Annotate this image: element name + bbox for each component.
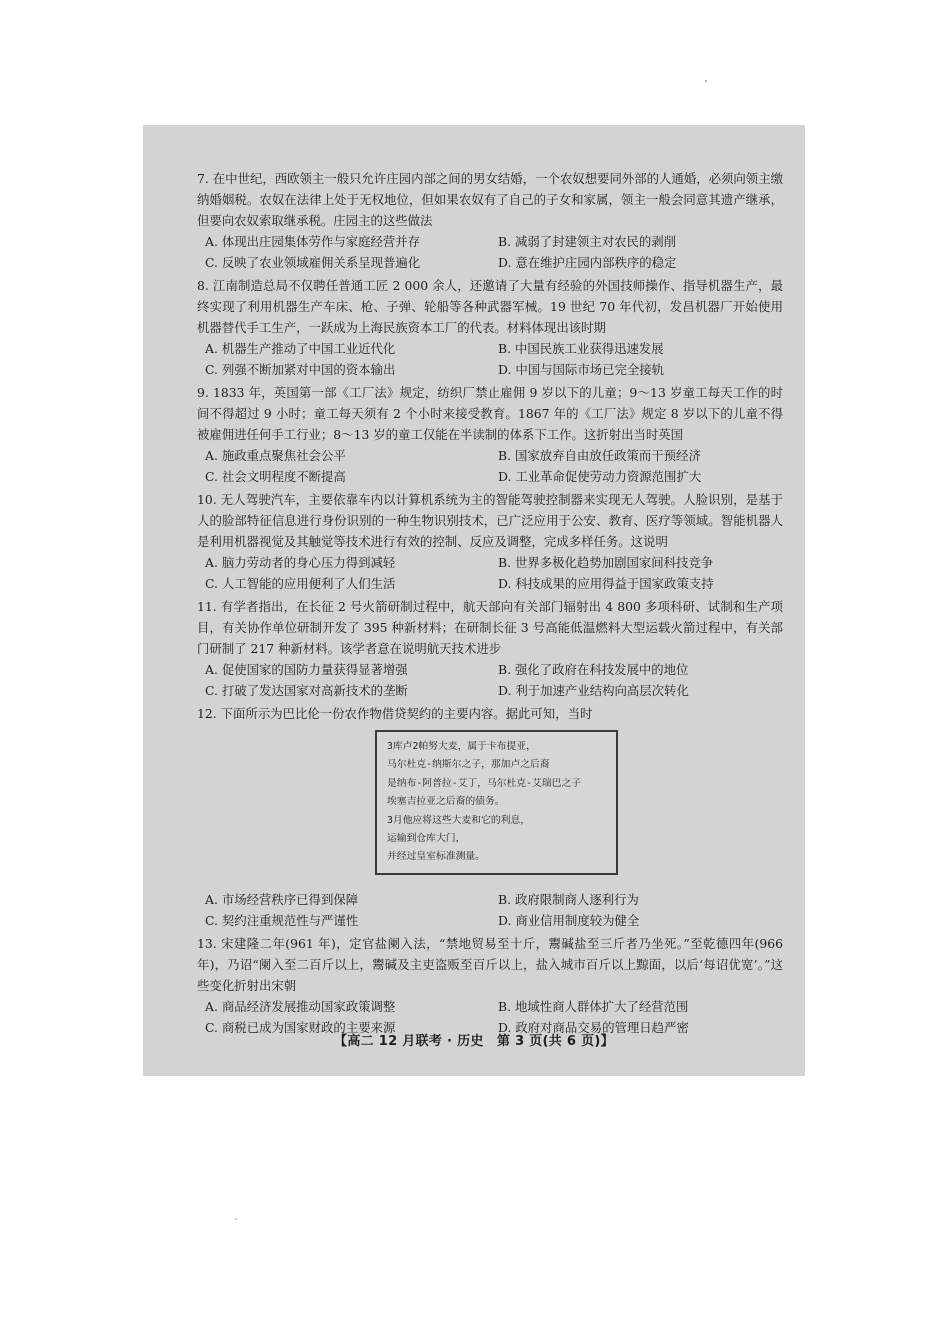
- option-grid: [205, 552, 783, 594]
- contract-line: 3库卢2帕努大麦，属于卡布提亚，: [387, 741, 536, 752]
- option-a[interactable]: A. 体现出庄园集体劳作与家庭经营并存: [205, 234, 421, 249]
- option-d[interactable]: D. 工业革命促使劳动力资源范围扩大: [498, 469, 702, 484]
- option-d[interactable]: D. 意在维护庄园内部秩序的稳定: [498, 255, 677, 270]
- option-d[interactable]: D. 中国与国际市场已完全接轨: [498, 362, 665, 377]
- option-b[interactable]: B. 世界多极化趋势加剧国家间科技竞争: [498, 555, 714, 570]
- loan-contract-box: [375, 730, 618, 875]
- contract-line: 马尔杜克-纳斯尔之子，那加卢之后裔: [387, 759, 550, 771]
- contract-line: 3月他应将这些大麦和它的利息，: [387, 814, 531, 826]
- option-grid: [205, 231, 783, 273]
- speck: [705, 80, 707, 82]
- option-c[interactable]: C. 人工智能的应用便利了人们生活: [205, 576, 396, 591]
- option-b[interactable]: B. 地域性商人群体扩大了经营范围: [498, 998, 689, 1014]
- option-b[interactable]: B. 减弱了封建领主对农民的剥削: [498, 234, 677, 249]
- option-grid: [205, 659, 783, 701]
- option-a[interactable]: A. 脑力劳动者的身心压力得到减轻: [205, 555, 396, 570]
- option-d[interactable]: D. 利于加速产业结构向高层次转化: [498, 683, 689, 698]
- option-grid: [205, 338, 783, 380]
- option-a[interactable]: A. 促使国家的国防力量获得显著增强: [205, 662, 408, 677]
- option-c[interactable]: C. 打破了发达国家对高新技术的垄断: [205, 683, 408, 698]
- contract-line: 运输到仓库大门，: [387, 833, 466, 845]
- question-10: [197, 489, 783, 594]
- question-stem: 8. 江南制造总局不仅聘任普通工匠 2 000 余人，还邀请了大量有经验的外国技师操作、指导机器生产，最终实现了利用机器生产车床、枪、子弹、轮船等各种武器军械。19 世纪 70 年代初，发昌机器厂开始使用机器替代手工生产，一跃成为上海民族资本工厂的代表。材料体现出该时期: [197, 278, 783, 335]
- option-grid: [205, 445, 783, 487]
- question-13: [197, 933, 783, 1038]
- option-d[interactable]: D. 政府对商品交易的管理日趋严密: [498, 1019, 689, 1035]
- option-a[interactable]: A. 机器生产推动了中国工业近代化: [205, 341, 396, 356]
- contract-line: 是纳布-阿普拉-艾丁，马尔杜克-艾瑞巴之子: [387, 777, 582, 789]
- question-stem: 7. 在中世纪，西欧领主一般只允许庄园内部之间的男女结婚，一个农奴想要同外部的人通婚，必须向领主缴纳婚姻税。农奴在法律上处于无权地位，但如果农奴有了自己的子女和家属，领主一般会同意其遗产继承，但要向农奴索取继承税。庄园主的这些做法: [197, 171, 783, 228]
- question-stem: 12. 下面所示为巴比伦一份农作物借贷契约的主要内容。据此可知，当时: [197, 706, 593, 721]
- question-stem: 11. 有学者指出，在长征 2 号火箭研制过程中，航天部向有关部门辐射出 4 800 多项科研、试制和生产项目，有关协作单位研制开发了 395 种新材料；在研制长征 3 号高能低温燃料大型运载火箭过程中，有关部门研制了 217 种新材料。该学者意在说明航天技术进步: [197, 599, 783, 656]
- question-11: [197, 596, 783, 701]
- option-b[interactable]: B. 中国民族工业获得迅速发展: [498, 341, 664, 356]
- speck: [235, 1218, 237, 1220]
- option-c[interactable]: C. 列强不断加紧对中国的资本输出: [205, 362, 396, 377]
- option-b[interactable]: B. 政府限制商人逐利行为: [498, 891, 639, 907]
- option-c[interactable]: C. 商税已成为国家财政的主要来源: [205, 1019, 396, 1035]
- option-grid: [205, 889, 783, 931]
- question-stem: 13. 宋建隆二年(961 年)，定官盐阑入法，“禁地贸易至十斤，鬻碱盐至三斤者乃坐死。”至乾德四年(966 年)，乃诏“阑入至二百斤以上，鬻碱及主吏盗贩至百斤以上，盐入城市百斤以上黥面，以后‘每诏优宽’。”这些变化折射出宋朝: [197, 935, 783, 993]
- question-8: [197, 275, 783, 380]
- question-12: [197, 703, 783, 931]
- option-c[interactable]: C. 契约注重规范性与严谨性: [205, 912, 359, 928]
- option-a[interactable]: A. 施政重点聚焦社会公平: [205, 448, 346, 463]
- option-b[interactable]: B. 国家放弃自由放任政策而干预经济: [498, 448, 701, 463]
- option-c[interactable]: C. 反映了农业领域雇佣关系呈现普遍化: [205, 255, 421, 270]
- option-a[interactable]: A. 市场经营秩序已得到保障: [205, 891, 359, 907]
- question-stem: 10. 无人驾驶汽车，主要依靠车内以计算机系统为主的智能驾驶控制器来实现无人驾驶。人脸识别，是基于人的脸部特征信息进行身份识别的一种生物识别技术，已广泛应用于公安、教育、医疗等领域。智能机器人是利用机器视觉及其触觉等技术进行有效的控制、反应及调整，完成多样任务。这说明: [197, 492, 783, 549]
- question-stem: 9. 1833 年，英国第一部《工厂法》规定，纺织厂禁止雇佣 9 岁以下的儿童；9～13 岁童工每天工作的时间不得超过 9 小时；童工每天须有 2 个小时来接受教育。1867 年的《工厂法》规定 8 岁以下的儿童不得被雇佣进任何手工行业；8～13 岁的童工仅能在半读制的体系下工作。这折射出当时英国: [197, 385, 783, 442]
- option-d[interactable]: D. 科技成果的应用得益于国家政策支持: [498, 576, 714, 591]
- option-a[interactable]: A. 商品经济发展推动国家政策调整: [205, 998, 396, 1014]
- exam-page: [143, 125, 805, 1076]
- page-footer: 【高二 12 月联考 · 历史 第 3 页(共 6 页)】: [334, 1034, 614, 1049]
- option-b[interactable]: B. 强化了政府在科技发展中的地位: [498, 662, 689, 677]
- question-7: [197, 168, 783, 273]
- contract-line: 并经过皇室标准测量。: [387, 851, 485, 863]
- option-c[interactable]: C. 社会文明程度不断提高: [205, 469, 346, 484]
- option-d[interactable]: D. 商业信用制度较为健全: [498, 912, 640, 928]
- contract-line: 埃塞吉拉亚之后裔的债务。: [387, 796, 505, 808]
- question-9: [197, 382, 783, 487]
